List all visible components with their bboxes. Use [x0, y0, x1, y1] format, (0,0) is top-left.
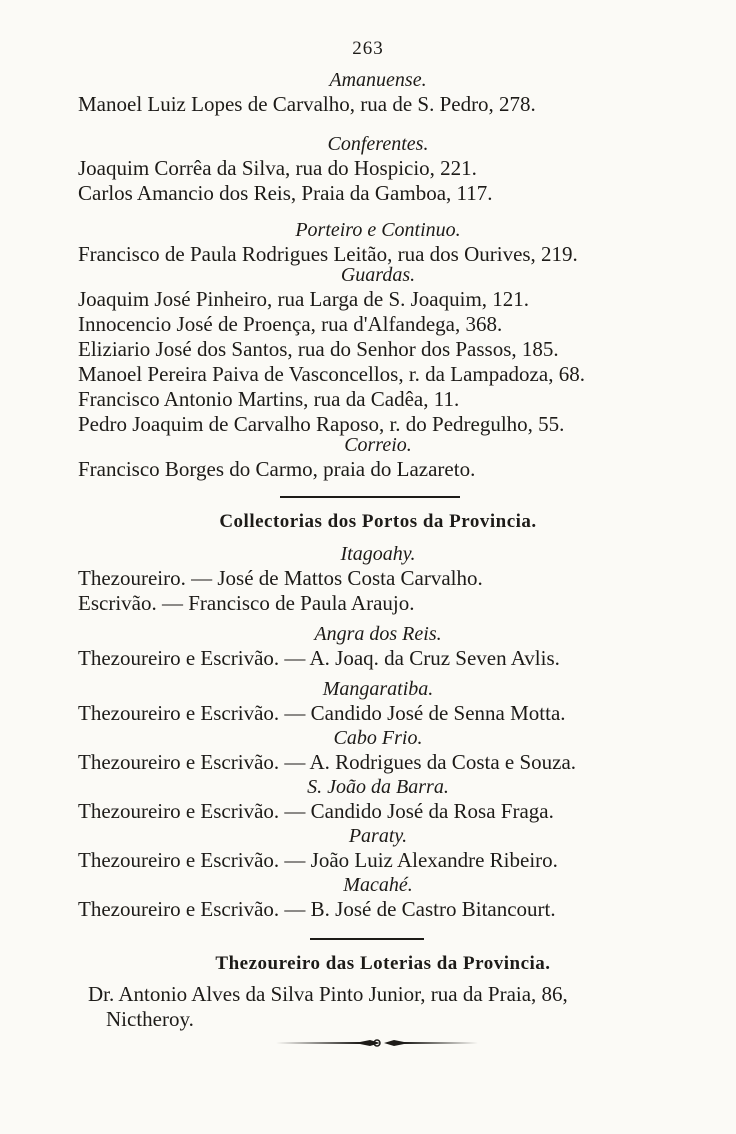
section-conferentes: [78, 132, 678, 206]
section-title-loterias: Thezoureiro das Loterias da Provincia.: [215, 953, 551, 974]
entry-line: Francisco de Paula Rodrigues Leitão, rua dos Ourives, 219.: [78, 242, 578, 266]
place-block: [78, 873, 678, 922]
section-title-collectorias: Collectorias dos Portos da Provincia.: [219, 511, 537, 532]
section-collectorias: [78, 510, 678, 922]
entry-line: Pedro Joaquim de Carvalho Raposo, r. do Pedregulho, 55.: [78, 412, 565, 436]
entry-line: Thezoureiro. — José de Mattos Costa Carvalho.: [78, 566, 483, 590]
entry-line: Thezoureiro e Escrivão. — A. Rodrigues da Costa e Souza.: [78, 750, 577, 774]
heading-correio: Correio.: [344, 434, 412, 456]
divider-rule: [310, 938, 424, 940]
heading-porteiro: Porteiro e Continuo.: [295, 219, 461, 241]
heading-conferentes: Conferentes.: [327, 133, 429, 155]
entry-line: Carlos Amancio dos Reis, Praia da Gamboa, 117.: [78, 181, 493, 205]
place-heading: Angra dos Reis.: [314, 623, 442, 645]
place-heading: S. João da Barra.: [307, 776, 449, 798]
entry-line: Manoel Luiz Lopes de Carvalho, rua de S. Pedro, 278.: [78, 92, 536, 116]
section-correio: [78, 433, 678, 482]
place-block: [78, 775, 678, 824]
place-block: [78, 622, 678, 671]
place-heading: Macahé.: [343, 874, 413, 896]
entry-line: Francisco Borges do Carmo, praia do Lazareto.: [78, 457, 476, 481]
place-block: [78, 542, 678, 616]
section-guardas: [78, 263, 678, 437]
place-heading: Paraty.: [348, 825, 408, 847]
section-amanuense: [78, 68, 678, 117]
entry-line: Escrivão. — Francisco de Paula Araujo.: [78, 591, 415, 615]
page-number: 263: [352, 38, 384, 59]
entry-line: Thezoureiro e Escrivão. — B. José de Castro Bitancourt.: [78, 897, 556, 921]
entry-line: Thezoureiro e Escrivão. — Candido José de Senna Motta.: [78, 701, 566, 725]
entry-line: Nictheroy.: [106, 1007, 194, 1031]
entry-line: Dr. Antonio Alves da Silva Pinto Junior, rua da Praia, 86,: [88, 982, 568, 1006]
entry-line: Thezoureiro e Escrivão. — João Luiz Alexandre Ribeiro.: [78, 848, 558, 872]
entry-line: Francisco Antonio Martins, rua da Cadêa, 11.: [78, 387, 460, 411]
heading-amanuense: Amanuense.: [329, 69, 427, 91]
entry-line: Thezoureiro e Escrivão. — A. Joaq. da Cruz Seven Avlis.: [78, 646, 560, 670]
place-heading: Itagoahy.: [340, 543, 416, 565]
ornamental-rule: [274, 1036, 480, 1050]
place-block: [78, 824, 678, 873]
place-block: [78, 677, 678, 726]
place-block: [78, 726, 678, 775]
entry-line: Thezoureiro e Escrivão. — Candido José da Rosa Fraga.: [78, 799, 554, 823]
place-heading: Cabo Frio.: [333, 727, 423, 749]
section-loterias: [88, 952, 678, 1032]
divider-rule: [280, 496, 460, 498]
entry-line: Innocencio José de Proença, rua d'Alfandega, 368.: [78, 312, 503, 336]
heading-guardas: Guardas.: [340, 264, 416, 286]
entry-line: Eliziario José dos Santos, rua do Senhor dos Passos, 185.: [78, 337, 559, 361]
entry-line: Joaquim José Pinheiro, rua Larga de S. Joaquim, 121.: [78, 287, 530, 311]
section-porteiro: [78, 218, 678, 267]
entry-line: Joaquim Corrêa da Silva, rua do Hospicio, 221.: [78, 156, 477, 180]
entry-line: Manoel Pereira Paiva de Vasconcellos, r. da Lampadoza, 68.: [78, 362, 585, 386]
place-heading: Mangaratiba.: [322, 678, 434, 700]
